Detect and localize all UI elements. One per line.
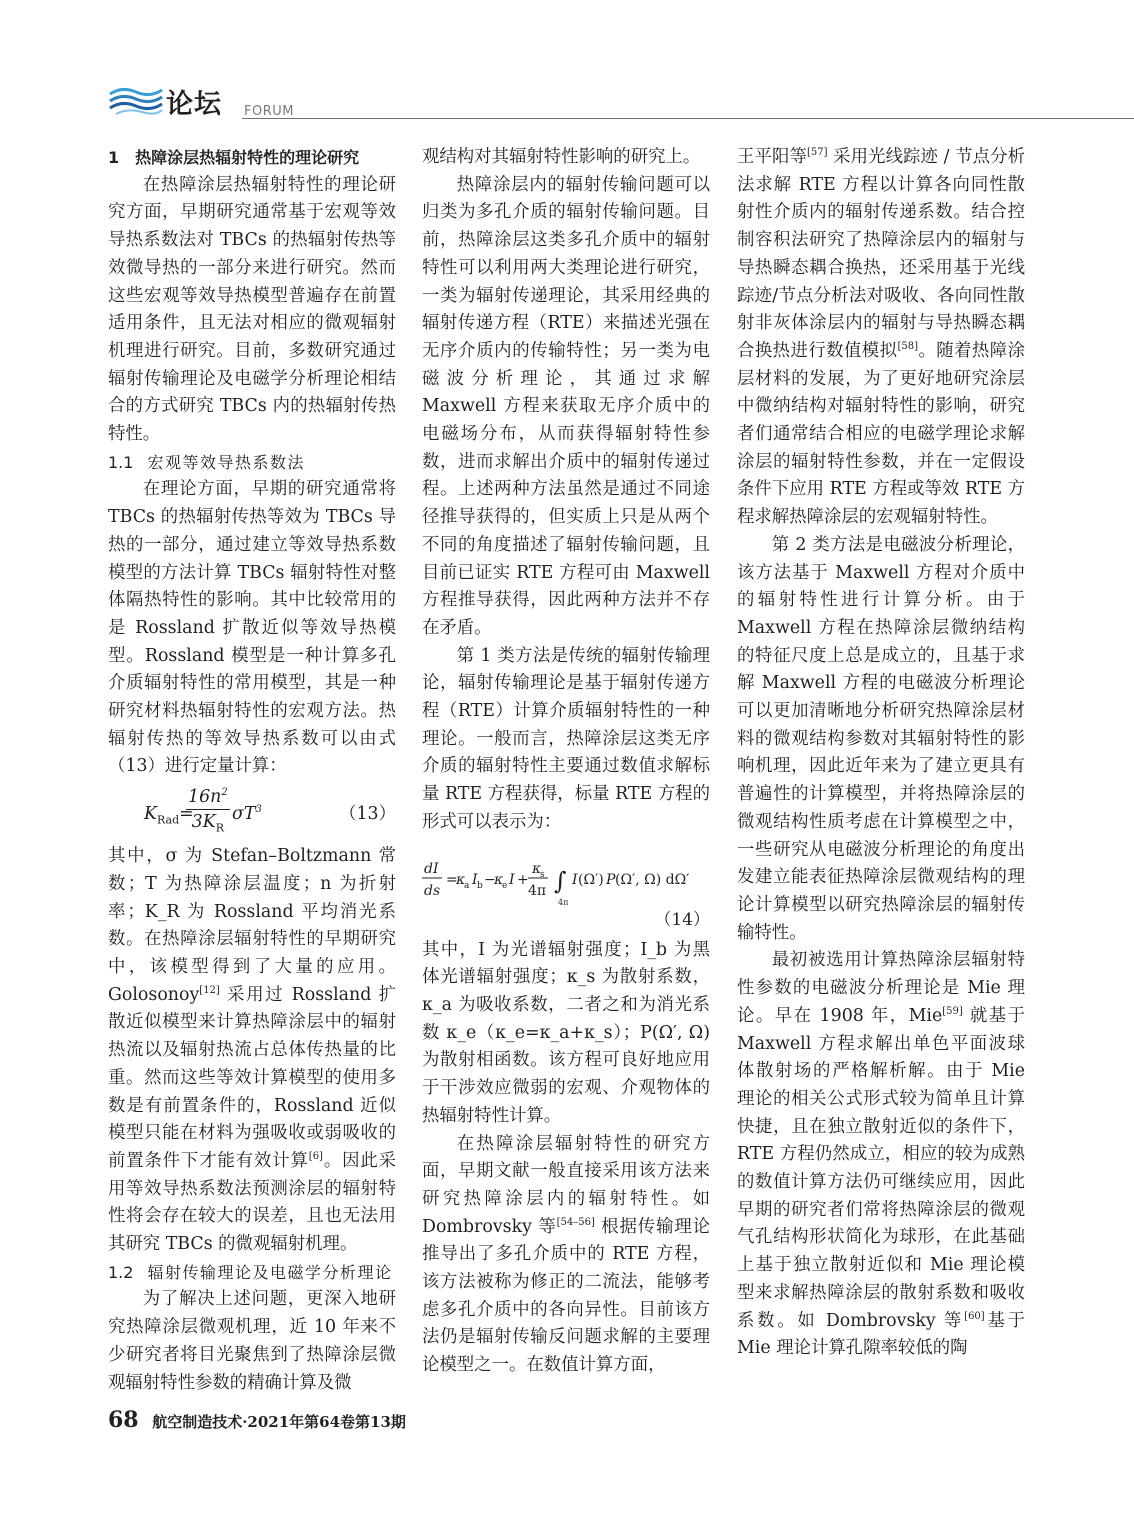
section-title: 论坛 (166, 89, 222, 120)
svg-text:(Ω′): (Ω′) (578, 871, 604, 888)
page-footer (108, 1407, 406, 1433)
equation-number: （14） (654, 909, 710, 930)
header-rule (242, 118, 1134, 119)
svg-text:P: P (606, 871, 616, 888)
svg-text:I: I (509, 871, 515, 888)
svg-text:e: e (502, 880, 508, 891)
rte-equation (422, 853, 712, 913)
section-subtitle: FORUM (244, 104, 294, 119)
paragraph: 最初被选用计算热障涂层辐射特性参数的电磁波分析理论是 Mie 理论。早在 1908 年，Mie[59] 就基于 Maxwell 方程求解出单色平面波球体散射场的严格解析解。由于 Mie 理论的相关公式形式较为简单且计算快捷，且在独立散射近似的条件下，RTE 方程仍然成立，相应的较为成熟的数值计算方法仍可继续应用，因此早期的研究者们常将热障涂层的微观气孔结构形状简化为球形，在此基础上基于独立散射近似和 Mie 理论模型来求解热障涂层的散射系数和吸收系数。如 Dombrovsky 等[60]基于 Mie 理论计算孔隙率较低的陶 (737, 950, 1025, 1359)
svg-text:κ: κ (456, 871, 466, 888)
paragraph: 其中，I 为光谱辐射强度；I_b 为黑体光谱辐射强度；κ_s 为散射系数，κ_a 为吸收系数，二者之和为消光系数 κ_e（κ_e=κ_a+κ_s）；P(Ω′, Ω) 为散射相函数。该方程可良好地应用于干涉效应微弱的宏观、介观物体的热辐射特性计算。 (422, 939, 710, 1126)
svg-text:a: a (464, 880, 470, 891)
paragraph: 王平阳等[57] 采用光线踪迹 / 节点分析法求解 RTE 方程以计算各向同性散射性介质内的辐射传递系数。结合控制容积法研究了热障涂层内的辐射与导热瞬态耦合换热，还采用基于光线踪迹/节点分析法对吸收、各向同性散射非灰体涂层内的辐射与导热瞬态耦合换热进行数值模拟[58]。随着热障涂层材料的发展，为了更好地研究涂层中微纳结构对辐射特性的影响，研究者们通常结合相应的电磁学理论求解涂层的辐射特性参数，并在一定假设条件下应用 RTE 方程或等效 RTE 方程求解热障涂层的宏观辐射特性。 (737, 147, 1025, 528)
paragraph: 在理论方面，早期的研究通常将 TBCs 的热辐射传热等效为 TBCs 导热的一部分，通过建立等效导热系数模型的方法计算 TBCs 辐射特性对整体隔热特性的影响。其中比较常用的是 Rossland 扩散近似等效导热模型。Rossland 模型是一种计算多孔介质辐射特性的常用模型，其是一种研究材料热辐射特性的宏观方法。热辐射传热的等效导热系数可以由式（13）进行定量计算： (108, 479, 396, 777)
svg-text:b: b (477, 880, 483, 891)
svg-text:4π: 4π (558, 897, 569, 907)
svg-text:I: I (472, 871, 478, 888)
equation-13: $K_{Rad}=$ $\frac{16n^2}{3K_R}$ $\sigma T^3$ （13） (144, 787, 396, 835)
column-1 (108, 144, 396, 1397)
page-header (108, 80, 1134, 126)
column-2 (422, 144, 710, 1380)
section-heading: 1 热障涂层热辐射特性的理论研究 (108, 148, 360, 167)
paragraph: 其中，σ 为 Stefan–Boltzmann 常数；T 为热障涂层温度；n 为折射率；K_R 为 Rossland 平均消光系数。在热障涂层辐射特性的早期研究中，该模型得到了大量的应用。Golosonoy[12] 采用过 Rossland 扩散近似模型来计算热障涂层中的辐射热流以及辐射热流占总体传热量的比重。然而这些等效计算模型的使用多数是有前置条件的，Rossland 近似模型只能在材料为强吸收或弱吸收的前置条件下才能有效计算[6]。因此采用等效导热系数法预测涂层的辐射特性将会存在较大的误差，且也无法用其研究 TBCs 的微观辐射机理。 (108, 846, 396, 1255)
svg-text:+: + (517, 871, 529, 888)
column-3 (737, 144, 1025, 1363)
paragraph: 在热障涂层热辐射特性的理论研究方面，早期研究通常基于宏观等效导热系数法对 TBCs 的热辐射传热等效微导热的一部分来进行研究。然而这些宏观等效导热模型普遍存在前置适用条件，且无法对相应的微观辐射机理进行研究。目前，多数研究通过辐射传输理论及电磁学分析理论相结合的方式研究 TBCs 内的热辐射传热特性。 (108, 174, 396, 445)
paragraph: 第 2 类方法是电磁波分析理论，该方法基于 Maxwell 方程对介质中的辐射特性进行计算分析。由于 Maxwell 方程在热障涂层微纳结构的特征尺度上总是成立的，且基于求解 Maxwell 方程的电磁波分析理论可以更加清晰地分析研究热障涂层材料的微观结构参数对其辐射特性的影响机理，因此近年来为了建立更具有普遍性的计算模型，并将热障涂层的微观结构性质考虑在计算模型之中，一些研究从电磁波分析理论的角度出发建立能表征热障涂层微观结构的理论计算模型以研究热障涂层的辐射传输特性。 (737, 534, 1025, 943)
svg-text:=: = (446, 871, 458, 888)
svg-text:(Ω′, Ω) dΩ′: (Ω′, Ω) dΩ′ (615, 871, 690, 888)
paragraph: 第 1 类方法是传统的辐射传输理论，辐射传输理论是基于辐射传递方程（RTE）计算介质辐射特性的一种理论。一般而言，热障涂层这类无序介质的辐射特性主要通过数值求解标量 RTE 方程获得，标量 RTE 方程的形式可以表示为： (422, 645, 710, 832)
svg-text:κ: κ (532, 860, 542, 877)
equation-number: （13） (339, 804, 396, 825)
subsection-heading: 1.1 宏观等效导热系数法 (108, 452, 305, 472)
subsection-heading: 1.2 辐射传输理论及电磁学分析理论 (108, 1262, 393, 1282)
svg-text:κ: κ (494, 871, 504, 888)
svg-text:I: I (572, 871, 578, 888)
svg-text:4π: 4π (528, 882, 547, 899)
svg-text:∫: ∫ (554, 866, 567, 895)
equation-14 (422, 843, 710, 935)
paragraph: 在热障涂层辐射特性的研究方面，早期文献一般直接采用该方法来研究热障涂层内的辐射特性。如 Dombrovsky 等[54–56] 根据传输理论推导出了多孔介质中的 RTE 方程，该方法被称为修正的二流法，能够考虑多孔介质中的各向异性。目前该方法仍是辐射传输反问题求解的主要理论模型之一。在数值计算方面， (422, 1133, 710, 1376)
svg-text:s: s (540, 869, 545, 880)
journal-info: 航空制造技术·2021年第64卷第13期 (152, 1413, 406, 1431)
svg-text:dI: dI (424, 860, 439, 877)
page-number: 68 (108, 1407, 139, 1433)
forum-logo-icon (108, 84, 164, 116)
paragraph: 热障涂层内的辐射传输问题可以归类为多孔介质的辐射传输问题。目前，热障涂层这类多孔介质中的辐射特性可以利用两大类理论进行研究，一类为辐射传递理论，其采用经典的辐射传递方程（RTE）来描述光强在无序介质内的传输特性；另一类为电磁波分析理论，其通过求解 Maxwell 方程来获取无序介质中的电磁场分布，从而获得辐射特性参数，进而求解出介质中的辐射传递过程。上述两种方法虽然是通过不同途径推导获得的，但实质上只是从两个不同的角度描述了辐射传输问题，且目前已证实 RTE 方程可由 Maxwell 方程推导获得，因此两种方法并不存在矛盾。 (422, 174, 710, 638)
svg-text:ds: ds (424, 882, 441, 899)
paragraph: 观结构对其辐射特性影响的研究上。 (422, 147, 701, 167)
svg-text:−: − (484, 871, 496, 888)
paragraph: 为了解决上述问题，更深入地研究热障涂层微观机理，近 10 年来不少研究者将目光聚焦到了热障涂层微观辐射特性参数的精确计算及微 (108, 1289, 396, 1393)
